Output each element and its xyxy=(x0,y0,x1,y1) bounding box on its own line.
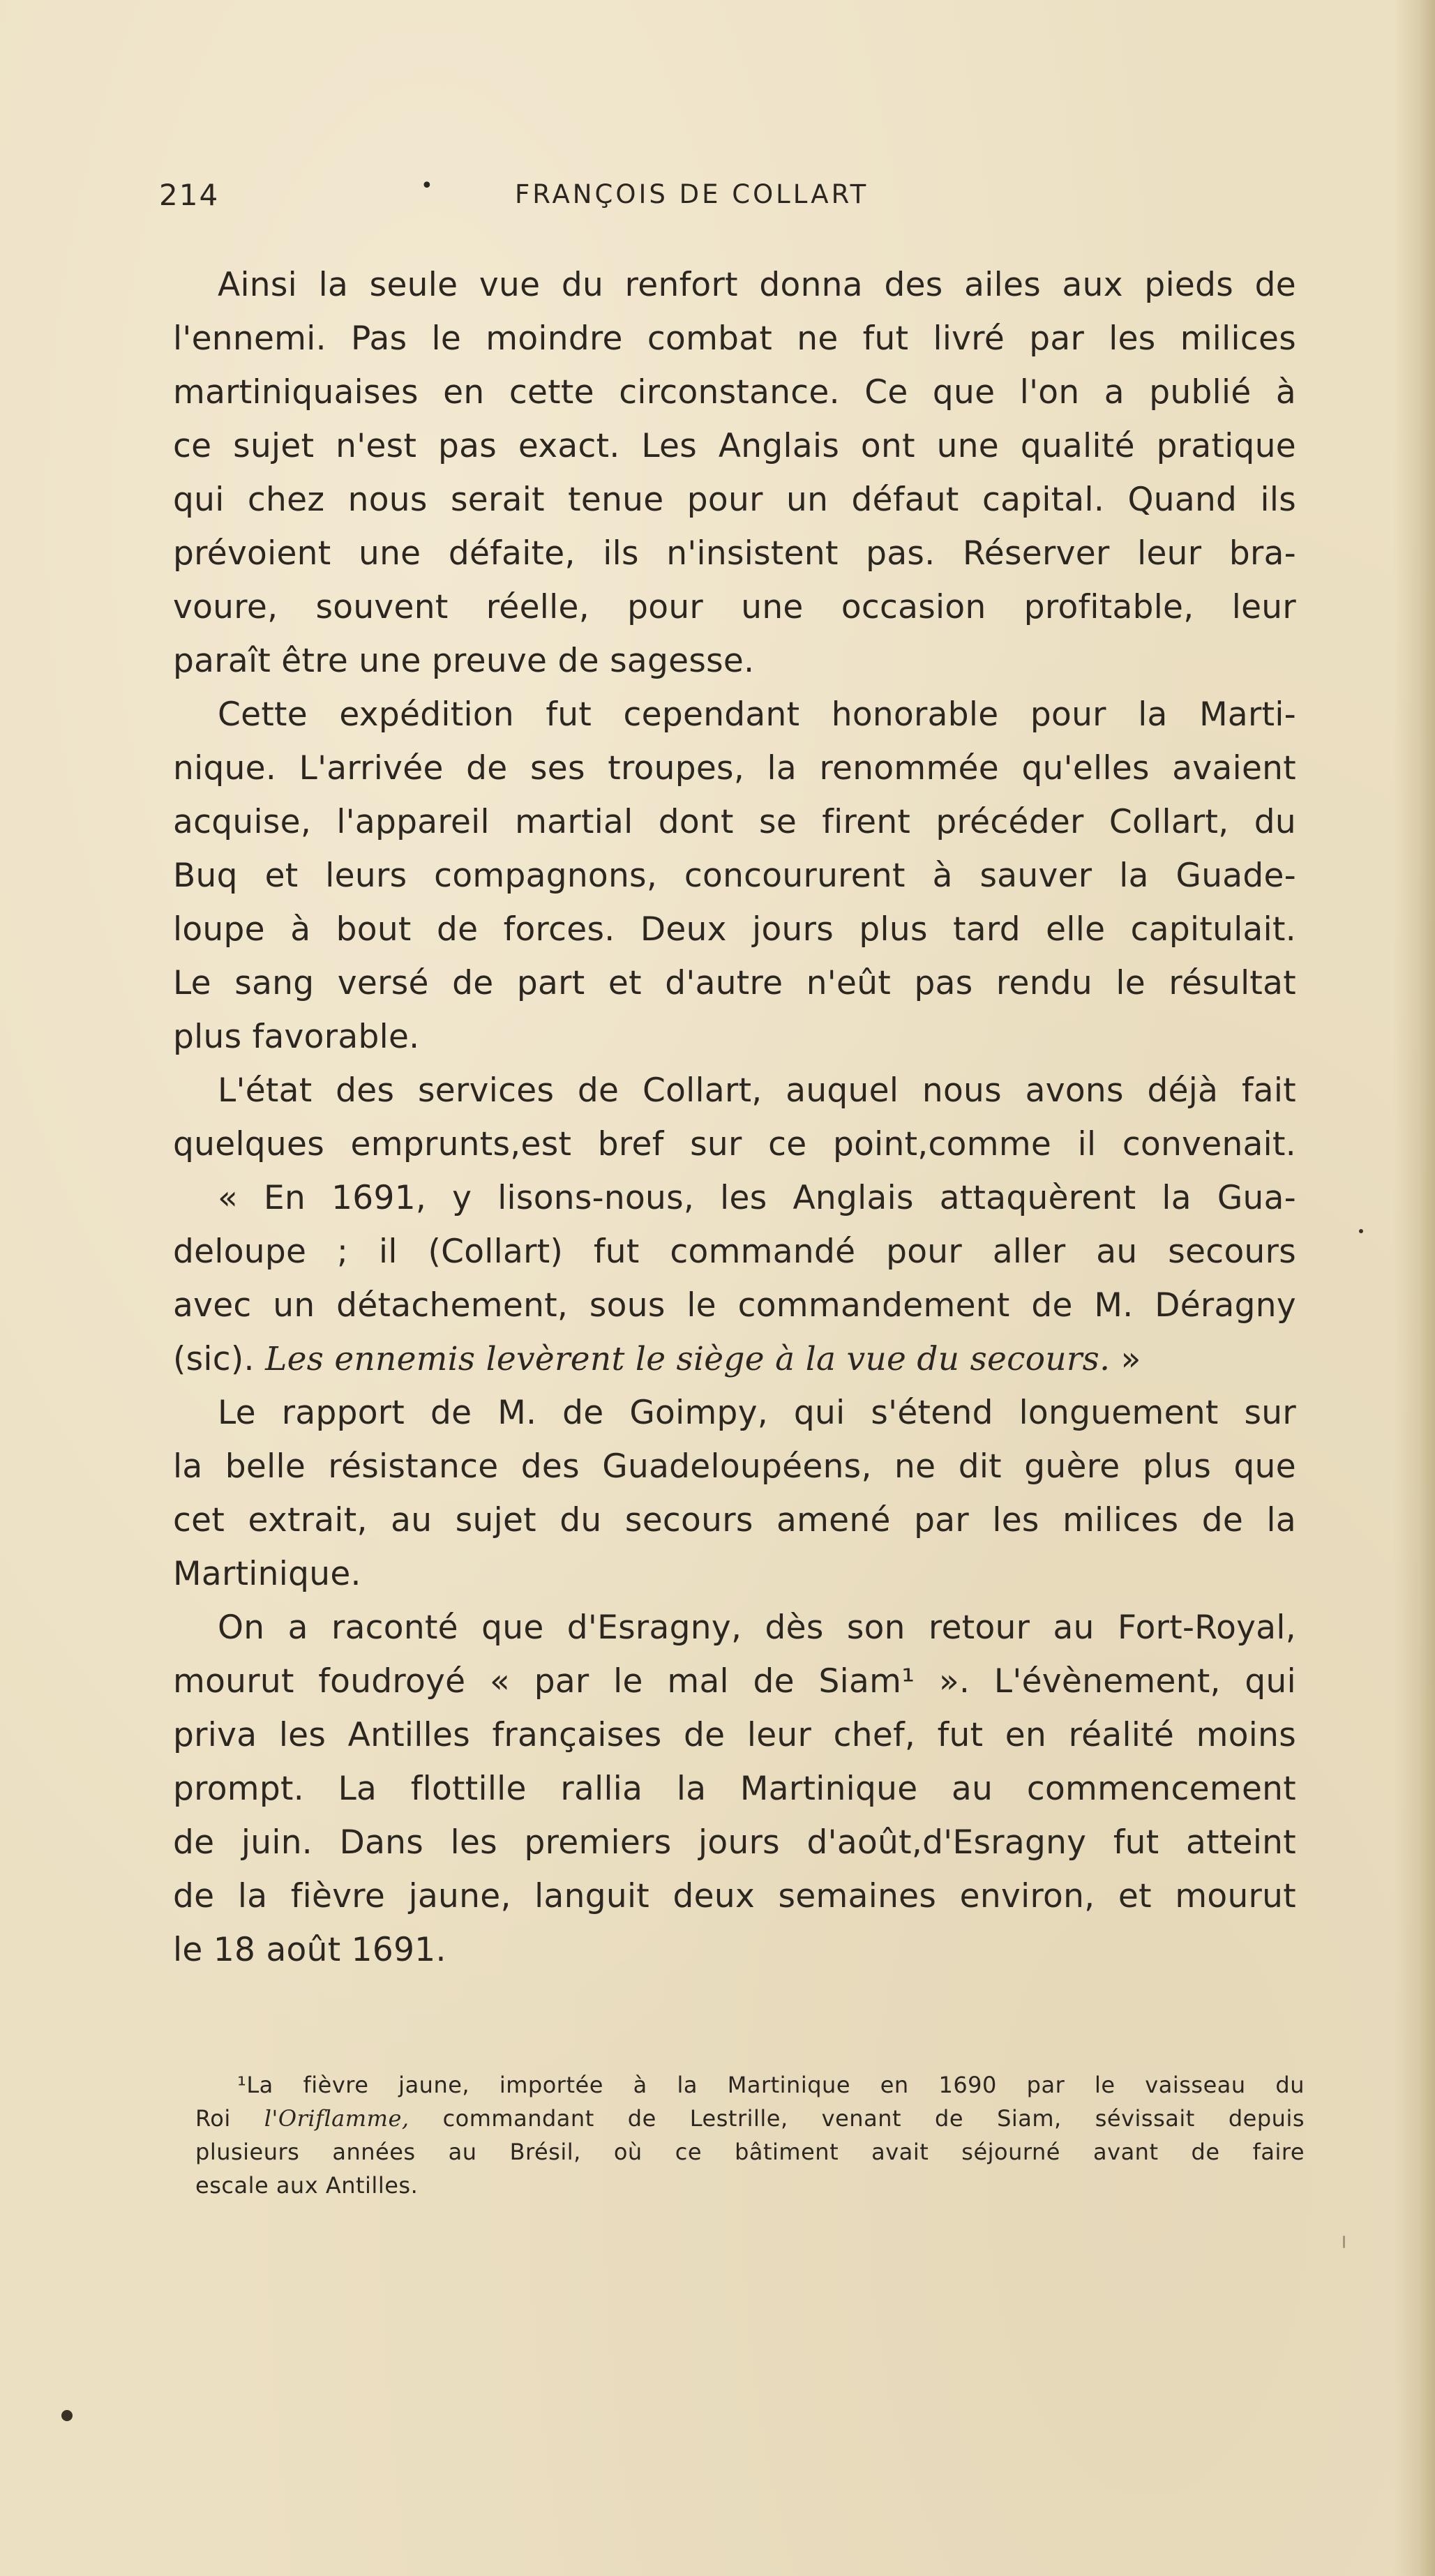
text-line: L'état des services de Collart, auquel nous avons déjà fait xyxy=(218,1071,1296,1110)
sic-note: (sic). xyxy=(173,1340,255,1378)
text-line: quelques emprunts,est bref sur ce point,comme il convenait. xyxy=(173,1125,1296,1163)
page-header xyxy=(159,174,1303,220)
header-dot-mark: • xyxy=(421,174,433,198)
ink-speck xyxy=(1359,1229,1363,1233)
footnote-text: Roi xyxy=(195,2105,231,2132)
text-line: mourut foudroyé « par le mal de Siam¹ ». L'évènement, qui xyxy=(173,1662,1296,1701)
text-line: de juin. Dans les premiers jours d'août,d'Esragny fut atteint xyxy=(173,1823,1296,1862)
italic-quote: Les ennemis levèrent le siège à la vue du secours. xyxy=(265,1340,1111,1378)
text-line: de la fièvre jaune, languit deux semaines environ, et mourut xyxy=(173,1877,1296,1915)
text-line: voure, souvent réelle, pour une occasion profitable, leur xyxy=(173,588,1296,626)
text-line: « En 1691, y lisons-nous, les Anglais attaquèrent la Gua- xyxy=(218,1179,1296,1217)
footnote-marker: ¹ xyxy=(237,2072,247,2098)
ship-name: l'Oriflamme, xyxy=(264,2105,410,2132)
text-line: Le sang versé de part et d'autre n'eût pas rendu le résultat xyxy=(173,964,1296,1002)
text-line: la belle résistance des Guadeloupéens, ne dit guère plus que xyxy=(173,1447,1296,1486)
text-line: prompt. La flottille rallia la Martinique au commencement xyxy=(173,1770,1296,1808)
page-number: 214 xyxy=(159,178,220,212)
footnote-text: commandant de Lestrille, venant de Siam, sévissait depuis xyxy=(442,2105,1305,2132)
text-line: plus favorable. xyxy=(173,1018,420,1056)
closing-guillemet: » xyxy=(1120,1340,1141,1378)
text-line: acquise, l'appareil martial dont se firent précéder Collart, du xyxy=(173,803,1296,841)
ink-speck xyxy=(61,2410,73,2421)
footnote xyxy=(195,2068,1305,2202)
text-line: Cette expédition fut cependant honorable pour la Marti- xyxy=(218,695,1296,734)
text-line: Ainsi la seule vue du renfort donna des ailes aux pieds de xyxy=(218,266,1296,304)
text-line: Buq et leurs compagnons, concoururent à sauver la Guade- xyxy=(173,857,1296,895)
ink-speck xyxy=(1343,2236,1345,2248)
text-line: nique. L'arrivée de ses troupes, la renommée qu'elles avaient xyxy=(173,749,1296,788)
footnote-line: escale aux Antilles. xyxy=(195,2172,419,2199)
text-line: Martinique. xyxy=(173,1555,361,1593)
running-title: FRANÇOIS DE COLLART xyxy=(515,179,869,209)
text-line: ce sujet n'est pas exact. Les Anglais ont une qualité pratique xyxy=(173,427,1296,465)
text-line: loupe à bout de forces. Deux jours plus tard elle capitulait. xyxy=(173,910,1296,949)
text-line: On a raconté que d'Esragny, dès son retour au Fort-Royal, xyxy=(218,1609,1296,1647)
text-line: l'ennemi. Pas le moindre combat ne fut livré par les milices xyxy=(173,319,1296,358)
body-text xyxy=(173,258,1296,1977)
footnote-line: plusieurs années au Brésil, où ce bâtiment avait séjourné avant de faire xyxy=(195,2139,1305,2165)
text-line: qui chez nous serait tenue pour un défaut capital. Quand ils xyxy=(173,481,1296,519)
text-line: cet extrait, au sujet du secours amené par les milices de la xyxy=(173,1501,1296,1539)
footnote-line xyxy=(195,2068,1305,2102)
text-line: le 18 août 1691. xyxy=(173,1931,446,1969)
text-line: Le rapport de M. de Goimpy, qui s'étend longuement sur xyxy=(218,1394,1296,1432)
text-line: paraît être une preuve de sagesse. xyxy=(173,642,755,680)
footnote-line xyxy=(195,2102,1305,2135)
text-line: priva les Antilles françaises de leur chef, fut en réalité moins xyxy=(173,1716,1296,1754)
text-line-sic xyxy=(173,1332,1296,1386)
text-line: deloupe ; il (Collart) fut commandé pour aller au secours xyxy=(173,1233,1296,1271)
text-line: avec un détachement, sous le commandement de M. Déragny xyxy=(173,1286,1296,1325)
page-edge-shadow xyxy=(1393,0,1435,2576)
footnote-text: La fièvre jaune, importée à la Martinique en 1690 par le vaisseau du xyxy=(246,2072,1305,2098)
text-line: prévoient une défaite, ils n'insistent pas. Réserver leur bra- xyxy=(173,534,1296,573)
text-line: martiniquaises en cette circonstance. Ce que l'on a publié à xyxy=(173,373,1296,412)
